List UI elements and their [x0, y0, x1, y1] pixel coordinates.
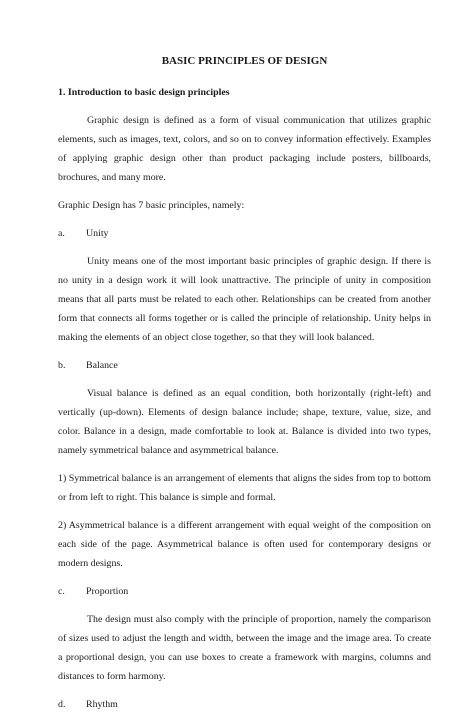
asymmetrical-balance-paragraph: 2) Asymmetrical balance is a different arrangement with equal weight of the composition on each side of the page. Asymmetrical balance is often used for contemporary designs or modern designs.	[58, 520, 431, 569]
document-title: BASIC PRINCIPLES OF DESIGN	[161, 55, 328, 67]
list-item-rhythm	[58, 695, 431, 714]
section-heading: 1. Introduction to basic design principles	[58, 87, 230, 98]
proportion-paragraph: The design must also comply with the principle of proportion, namely the comparison of sizes used to adjust the length and width, between the image and the image area. To create a proportional design, you can use boxes to create a framework with margins, columns and distances to form harmony.	[58, 614, 431, 682]
list-letter: d.	[58, 699, 66, 710]
list-letter: c.	[58, 586, 65, 597]
list-item-name: Balance	[86, 360, 118, 371]
list-item-name: Proportion	[86, 586, 129, 597]
list-item-name: Rhythm	[86, 699, 118, 710]
list-item-name: Unity	[86, 228, 109, 239]
symmetrical-balance-paragraph: 1) Symmetrical balance is an arrangement of elements that aligns the sides from top to bottom or from left to right. This balance is simple and formal.	[58, 473, 431, 503]
principles-intro: Graphic Design has 7 basic principles, namely:	[58, 200, 245, 211]
balance-paragraph: Visual balance is defined as an equal condition, both horizontally (right-left) and vertically (up-down). Elements of design balance include; shape, texture, value, size, and color. Balance in a design, made comfortable to look at. Balance is divided into two types, namely symmetrical balance and asymmetrical balance.	[58, 388, 431, 456]
list-letter: a.	[58, 228, 65, 239]
intro-paragraph: Graphic design is defined as a form of visual communication that utilizes graphic elements, such as images, text, colors, and so on to convey information effectively. Examples of applying graphic design other than product packaging include posters, billboards, brochures, and many more.	[58, 115, 431, 183]
unity-paragraph: Unity means one of the most important basic principles of graphic design. If there is no unity in a design work it will look unattractive. The principle of unity in composition means that all parts must be related to each other. Relationships can be created from another form that connects all forms together or is called the principle of relationship. Unity helps in making the elements of an object close together, so that they will look balanced.	[58, 256, 431, 343]
list-item-unity	[58, 224, 431, 243]
list-item-balance	[58, 356, 431, 375]
list-item-proportion	[58, 582, 431, 601]
list-letter: b.	[58, 360, 66, 371]
